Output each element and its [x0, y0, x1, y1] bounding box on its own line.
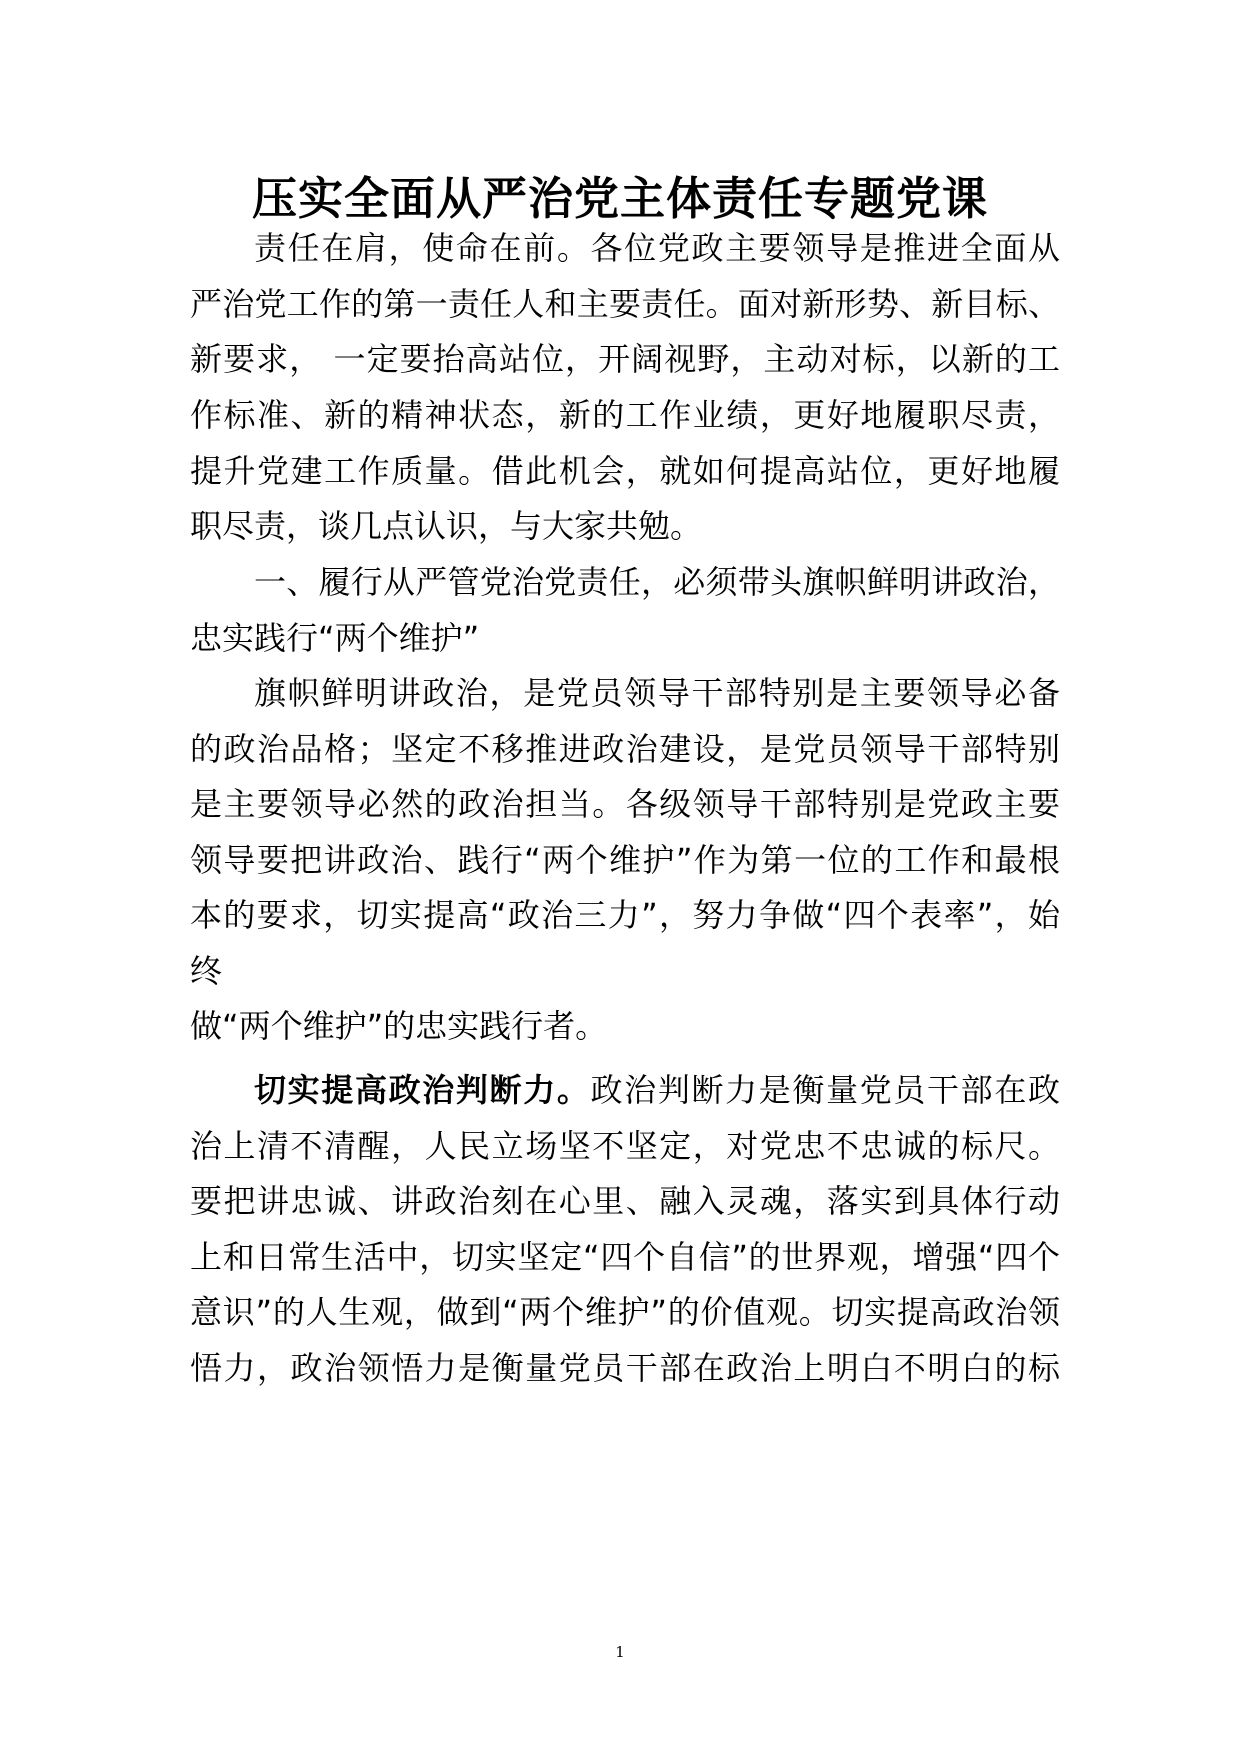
body-line: 提升党建工作质量。借此机会，就如何提高站位，更好地履	[190, 452, 1060, 490]
body-line: 职尽责，谈几点认识，与大家共勉。	[190, 507, 703, 545]
section-heading-line: 忠实践行“两个维护”	[190, 619, 480, 657]
body-line: 要把讲忠诚、讲政治刻在心里、融入灵魂，落实到具体行动	[190, 1182, 1060, 1220]
body-line: 严治党工作的第一责任人和主要责任。面对新形势、新目标、	[190, 285, 1060, 323]
body-line: 悟力，政治领悟力是衡量党员干部在政治上明白不明白的标	[190, 1349, 1060, 1387]
body-line: 旗帜鲜明讲政治，是党员领导干部特别是主要领导必备	[254, 674, 1060, 712]
body-line: 意识”的人生观，做到“两个维护”的价值观。切实提高政治领	[190, 1293, 1060, 1331]
body-line: 做“两个维护”的忠实践行者。	[190, 1007, 608, 1045]
section-heading-line: 一、履行从严管党治党责任，必须带头旗帜鲜明讲政治，	[254, 563, 1060, 601]
body-line: 领导要把讲政治、践行“两个维护”作为第一位的工作和最根	[190, 841, 1060, 879]
body-line: 本的要求，切实提高“政治三力”，努力争做“四个表率”，始	[190, 896, 1060, 934]
body-line: 是主要领导必然的政治担当。各级领导干部特别是党政主要	[190, 785, 1060, 823]
body-line: 上和日常生活中，切实坚定“四个自信”的世界观，增强“四个	[190, 1238, 1060, 1276]
body-line-rest: 政治判断力是衡量党员干部在政	[590, 1071, 1060, 1109]
body-line: 作标准、新的精神状态，新的工作业绩，更好地履职尽责，	[190, 396, 1060, 434]
page-number: 1	[615, 1643, 625, 1661]
body-line: 治上清不清醒，人民立场坚不坚定，对党忠不忠诚的标尺。	[190, 1127, 1060, 1165]
body-line-with-lead	[254, 1068, 1060, 1112]
body-line: 新要求， 一定要抬高站位，开阔视野，主动对标，以新的工	[190, 340, 1060, 378]
document-title: 压实全面从严治党主体责任专题党课	[251, 172, 988, 225]
bold-lead: 切实提高政治判断力。	[254, 1071, 591, 1109]
body-line: 终	[190, 952, 223, 990]
body-line: 的政治品格；坚定不移推进政治建设，是党员领导干部特别	[190, 730, 1060, 768]
body-line: 责任在肩，使命在前。各位党政主要领导是推进全面从	[254, 229, 1060, 267]
